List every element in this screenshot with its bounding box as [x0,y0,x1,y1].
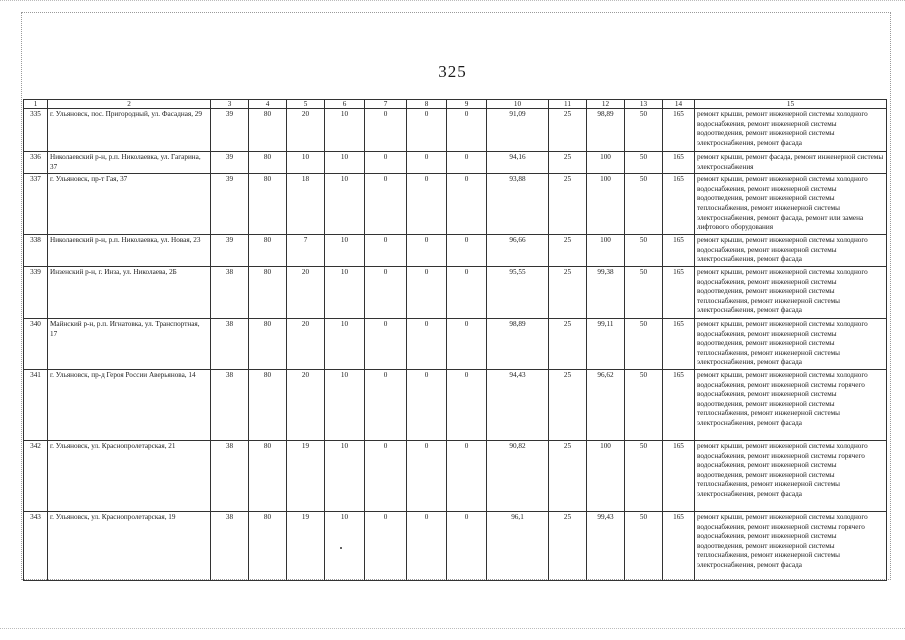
value-cell: 10 [287,152,325,174]
value-cell: 0 [407,174,447,235]
value-cell: 80 [249,174,287,235]
value-cell: 39 [211,152,249,174]
value-cell: 25 [549,109,587,152]
value-cell: 10 [325,174,365,235]
column-number-row [24,100,887,109]
works-cell: ремонт крыши, ремонт фасада, ремонт инженерной системы электроснабжения [695,152,887,174]
value-cell: 0 [447,511,487,580]
column-header: 14 [663,100,695,109]
value-cell: 0 [447,235,487,267]
value-cell: 0 [407,511,447,580]
value-cell: 38 [211,511,249,580]
value-cell: 100 [587,174,625,235]
value-cell: 50 [625,440,663,511]
value-cell: 0 [365,511,407,580]
value-cell: 25 [549,369,587,440]
value-cell: 96,62 [587,369,625,440]
address-cell: г. Ульяновск, пр-д Героя России Аверьянова, 14 [48,369,211,440]
value-cell: 38 [211,369,249,440]
value-cell: 20 [287,109,325,152]
value-cell: 10 [325,318,365,369]
value-cell: 165 [663,109,695,152]
value-cell: 0 [407,152,447,174]
value-cell: 10 [325,109,365,152]
value-cell: 165 [663,235,695,267]
column-header: 8 [407,100,447,109]
value-cell: 25 [549,318,587,369]
address-cell: Николаевский р-н, р.п. Николаевка, ул. Гагарина, 37 [48,152,211,174]
value-cell: 39 [211,174,249,235]
works-cell: ремонт крыши, ремонт инженерной системы холодного водоснабжения, ремонт инженерной системы электроснабжения, ремонт фасада [695,235,887,267]
column-header: 10 [487,100,549,109]
table-row [24,318,887,369]
value-cell: 20 [287,369,325,440]
column-header: 6 [325,100,365,109]
value-cell: 0 [407,440,447,511]
value-cell: 100 [587,235,625,267]
value-cell: 98,89 [587,109,625,152]
value-cell: 99,43 [587,511,625,580]
value-cell: 10 [325,266,365,318]
value-cell: 38 [211,318,249,369]
address-cell: Николаевский р-н, р.п. Николаевка, ул. Новая, 23 [48,235,211,267]
value-cell: 18 [287,174,325,235]
address-cell: Майнский р-н, р.п. Игнатовка, ул. Транспортная, 17 [48,318,211,369]
value-cell: 50 [625,266,663,318]
row-number: 335 [24,109,48,152]
value-cell: 50 [625,174,663,235]
table-row [24,440,887,511]
value-cell: 100 [587,152,625,174]
value-cell: 25 [549,174,587,235]
value-cell: 0 [447,318,487,369]
value-cell: 25 [549,440,587,511]
page-number: 325 [438,62,467,81]
value-cell: 19 [287,440,325,511]
value-cell: 80 [249,266,287,318]
row-number: 337 [24,174,48,235]
value-cell: 0 [447,440,487,511]
row-number: 338 [24,235,48,267]
value-cell: 0 [365,174,407,235]
value-cell: 80 [249,511,287,580]
value-cell: 20 [287,318,325,369]
value-cell: 165 [663,318,695,369]
row-number: 340 [24,318,48,369]
table-row [24,511,887,580]
value-cell: 0 [365,440,407,511]
value-cell: 0 [365,369,407,440]
value-cell: 50 [625,511,663,580]
value-cell: 80 [249,152,287,174]
value-cell: 25 [549,152,587,174]
value-cell: 25 [549,266,587,318]
value-cell: 50 [625,235,663,267]
row-number: 339 [24,266,48,318]
table-row [24,266,887,318]
value-cell: 94,16 [487,152,549,174]
value-cell: 0 [407,318,447,369]
value-cell: 80 [249,235,287,267]
works-cell: ремонт крыши, ремонт инженерной системы холодного водоснабжения, ремонт инженерной системы водоотведения, ремонт инженерной системы электроснабжения, ремонт фасада [695,109,887,152]
value-cell: 100 [587,440,625,511]
value-cell: 0 [447,174,487,235]
value-cell: 96,1 [487,511,549,580]
works-cell: ремонт крыши, ремонт инженерной системы холодного водоснабжения, ремонт инженерной системы водоотведения, ремонт инженерной системы теплоснабжения, ремонт инженерной системы электроснабжения, ремонт фасада, ремонт или замена лифтового оборудования [695,174,887,235]
value-cell: 50 [625,369,663,440]
value-cell: 7 [287,235,325,267]
value-cell: 165 [663,369,695,440]
value-cell: 91,09 [487,109,549,152]
value-cell: 80 [249,318,287,369]
value-cell: 80 [249,369,287,440]
column-header: 1 [24,100,48,109]
address-cell: г. Ульяновск, ул. Краснопролетарская, 21 [48,440,211,511]
value-cell: 0 [407,369,447,440]
value-cell: 0 [365,235,407,267]
value-cell: 0 [365,266,407,318]
address-cell: г. Ульяновск, пр-т Гая, 37 [48,174,211,235]
value-cell: 39 [211,235,249,267]
value-cell: 99,11 [587,318,625,369]
column-header: 5 [287,100,325,109]
row-number: 336 [24,152,48,174]
column-header: 4 [249,100,287,109]
works-cell: ремонт крыши, ремонт инженерной системы холодного водоснабжения, ремонт инженерной системы горячего водоснабжения, ремонт инженерной системы водоотведения, ремонт инженерной системы теплоснабжения, ремонт инженерной системы электроснабжения, ремонт фасада [695,440,887,511]
row-number: 341 [24,369,48,440]
value-cell: 165 [663,440,695,511]
value-cell: 38 [211,440,249,511]
value-cell: 10 [325,235,365,267]
value-cell: 0 [407,266,447,318]
value-cell: 0 [365,318,407,369]
value-cell: 80 [249,109,287,152]
value-cell: 165 [663,174,695,235]
column-header: 7 [365,100,407,109]
table-row [24,369,887,440]
value-cell: 80 [249,440,287,511]
value-cell: 38 [211,266,249,318]
column-header: 13 [625,100,663,109]
value-cell: 25 [549,235,587,267]
value-cell: 0 [447,152,487,174]
value-cell: 10 [325,440,365,511]
value-cell: 90,82 [487,440,549,511]
bottom-scan-edge [0,628,905,629]
value-cell: 50 [625,318,663,369]
value-cell: 98,89 [487,318,549,369]
value-cell: 0 [447,266,487,318]
value-cell: 93,88 [487,174,549,235]
works-cell: ремонт крыши, ремонт инженерной системы холодного водоснабжения, ремонт инженерной системы горячего водоснабжения, ремонт инженерной системы водоотведения, ремонт инженерной системы теплоснабжения, ремонт инженерной системы электроснабжения, ремонт фасада [695,511,887,580]
column-header: 2 [48,100,211,109]
works-cell: ремонт крыши, ремонт инженерной системы холодного водоснабжения, ремонт инженерной системы водоотведения, ремонт инженерной системы теплоснабжения, ремонт инженерной системы электроснабжения, ремонт фасада [695,318,887,369]
column-header: 3 [211,100,249,109]
works-cell: ремонт крыши, ремонт инженерной системы холодного водоснабжения, ремонт инженерной системы горячего водоснабжения, ремонт инженерной системы водоотведения, ремонт инженерной системы теплоснабжения, ремонт инженерной системы электроснабжения, ремонт фасада [695,369,887,440]
value-cell: 0 [447,109,487,152]
works-cell: ремонт крыши, ремонт инженерной системы холодного водоснабжения, ремонт инженерной системы водоотведения, ремонт инженерной системы теплоснабжения, ремонт инженерной системы электроснабжения, ремонт фасада [695,266,887,318]
value-cell: 165 [663,511,695,580]
table-row [24,235,887,267]
address-cell: г. Ульяновск, пос. Пригородный, ул. Фасадная, 29 [48,109,211,152]
value-cell: 50 [625,152,663,174]
column-header: 11 [549,100,587,109]
value-cell: 99,38 [587,266,625,318]
value-cell: 95,55 [487,266,549,318]
value-cell: 50 [625,109,663,152]
value-cell: 10 [325,152,365,174]
column-header: 9 [447,100,487,109]
value-cell: 25 [549,511,587,580]
table-row [24,152,887,174]
row-number: 342 [24,440,48,511]
column-header: 12 [587,100,625,109]
value-cell: 165 [663,152,695,174]
value-cell: 0 [407,235,447,267]
column-header: 15 [695,100,887,109]
repair-program-table [23,99,887,581]
row-number: 343 [24,511,48,580]
table-row [24,109,887,152]
value-cell: 0 [447,369,487,440]
scan-speck [340,547,342,549]
address-cell: г. Ульяновск, ул. Краснопролетарская, 19 [48,511,211,580]
value-cell: 19 [287,511,325,580]
value-cell: 10 [325,511,365,580]
value-cell: 0 [365,152,407,174]
value-cell: 0 [407,109,447,152]
value-cell: 39 [211,109,249,152]
value-cell: 10 [325,369,365,440]
value-cell: 165 [663,266,695,318]
value-cell: 96,66 [487,235,549,267]
table-row [24,174,887,235]
value-cell: 94,43 [487,369,549,440]
value-cell: 0 [365,109,407,152]
address-cell: Инзенский р-н, г. Инза, ул. Николаева, 2Б [48,266,211,318]
top-scan-edge [0,0,905,4]
value-cell: 20 [287,266,325,318]
